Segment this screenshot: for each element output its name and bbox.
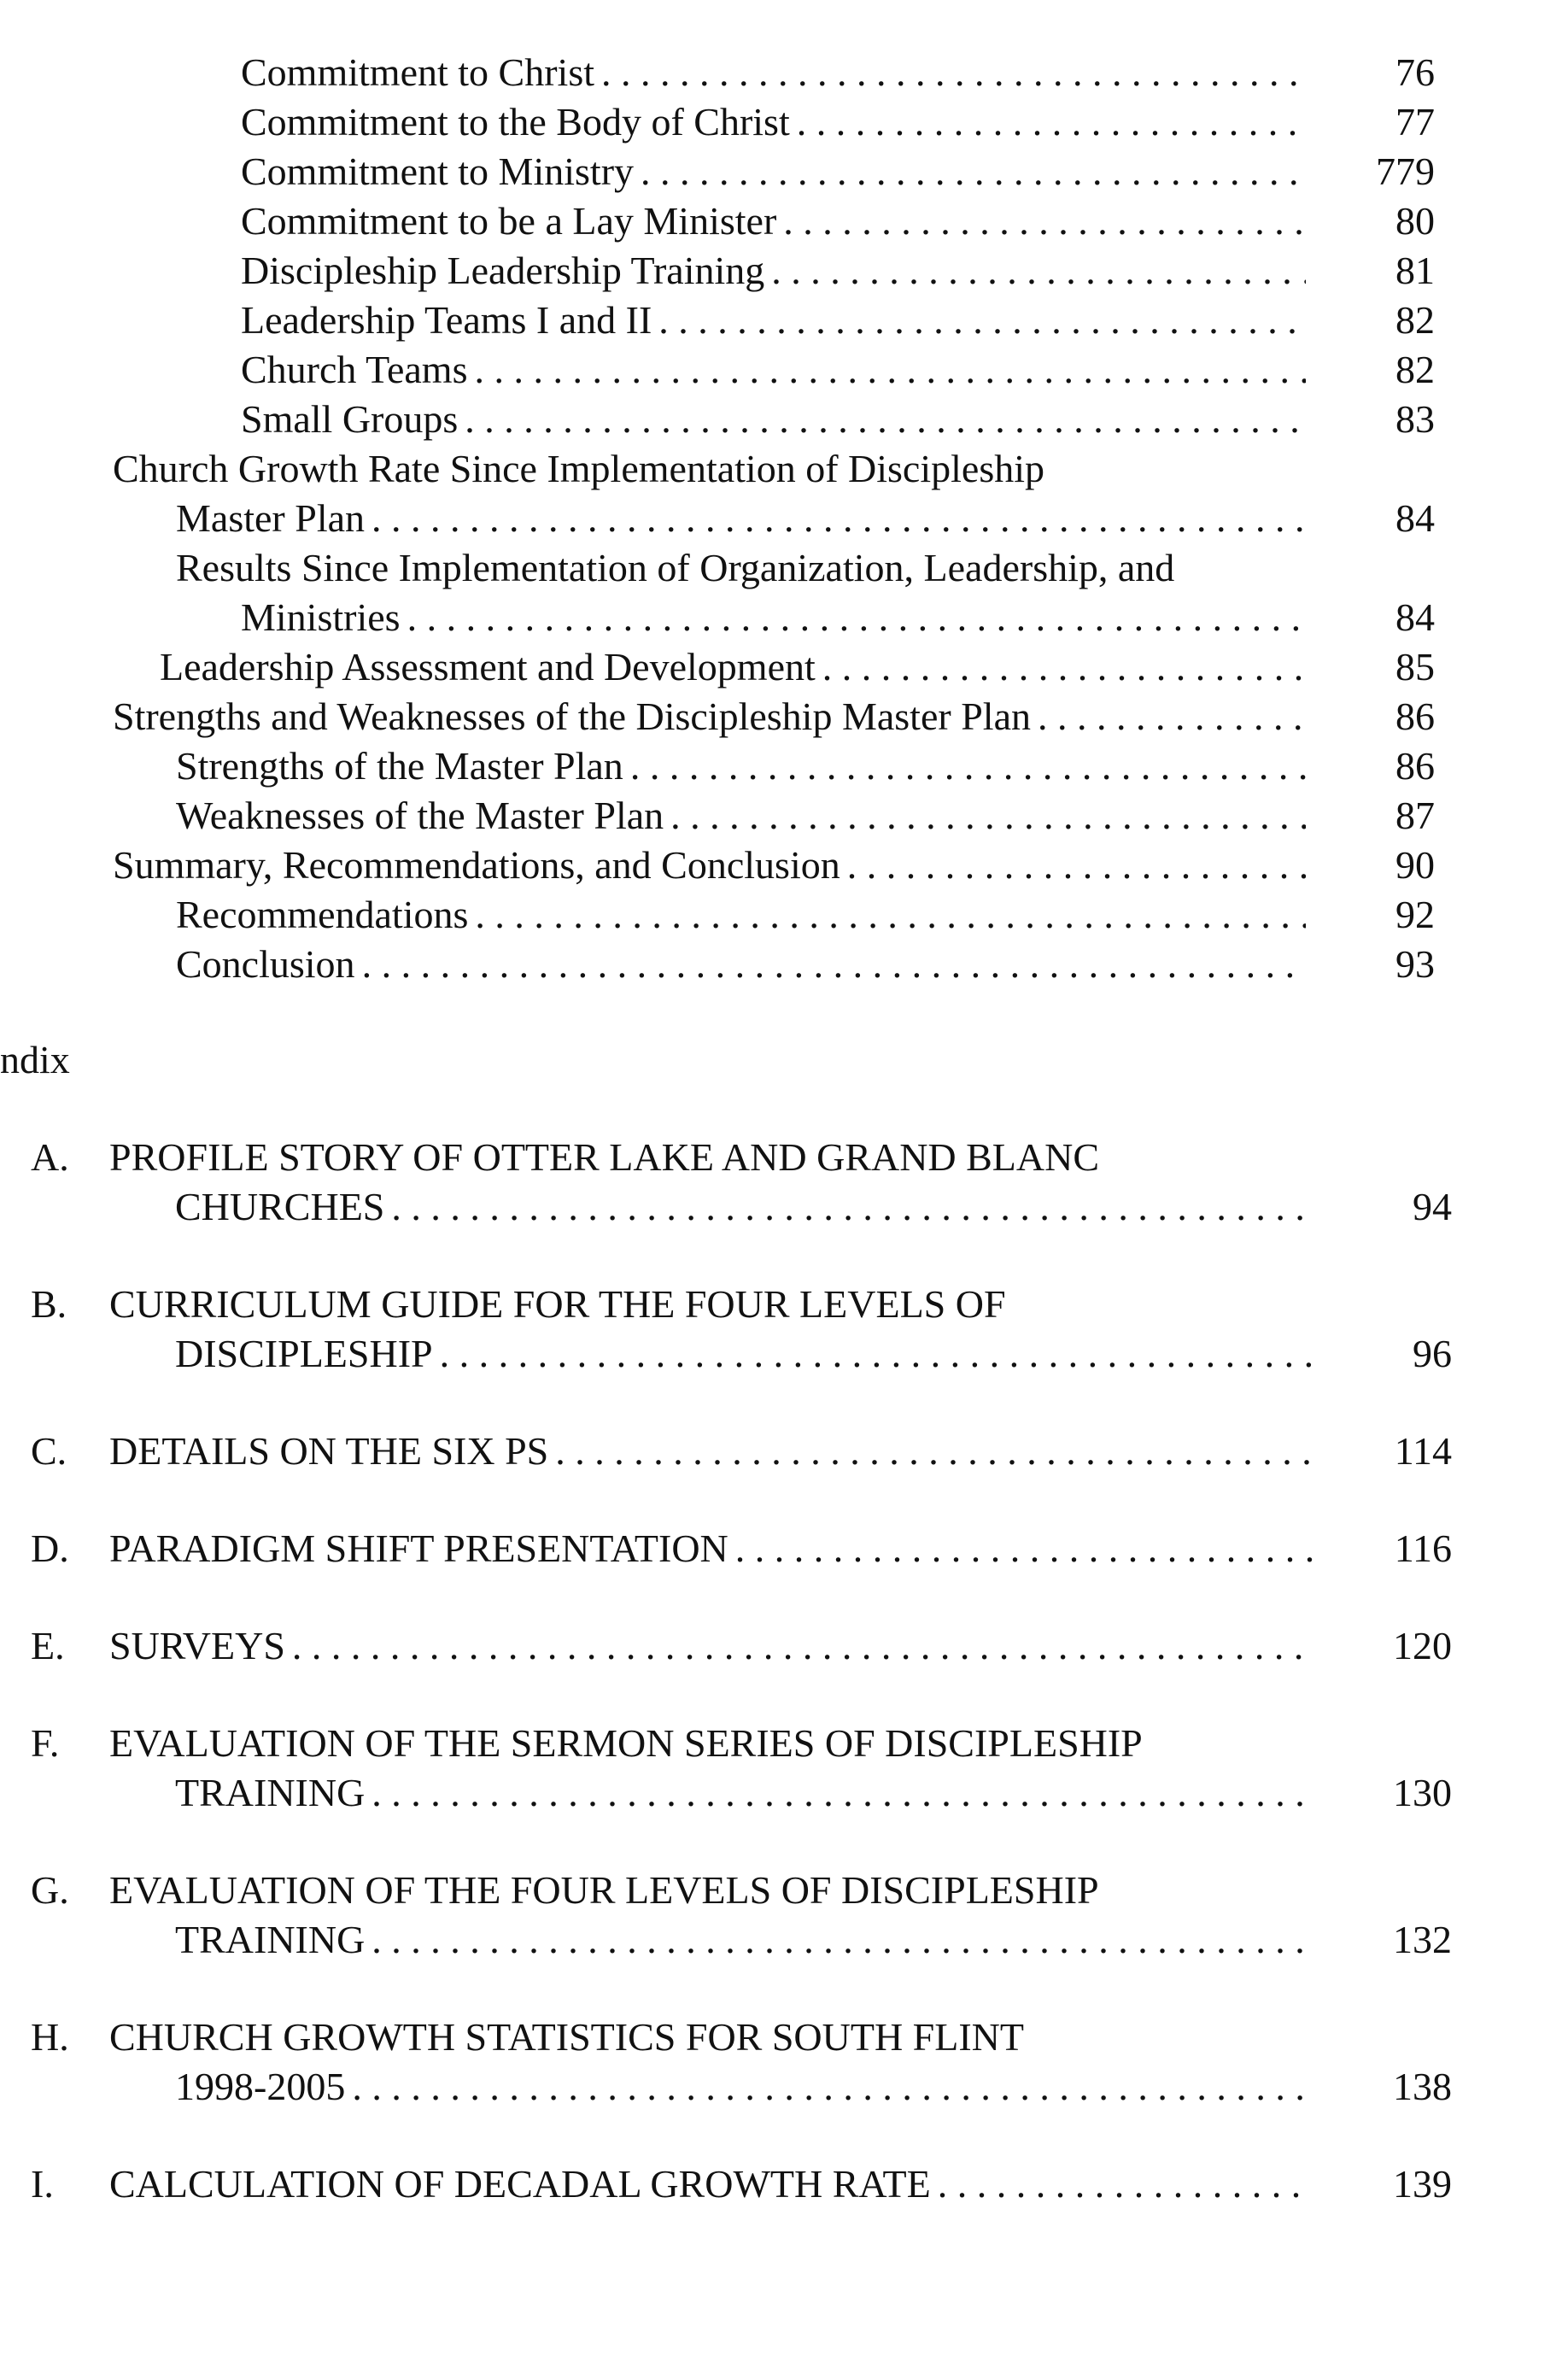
appendix-letter: H. — [31, 2015, 69, 2059]
toc-page: 81 — [1395, 249, 1435, 292]
leader-dots — [407, 593, 1306, 642]
leader-dots — [847, 841, 1306, 890]
toc-page: 86 — [1395, 744, 1435, 788]
leader-dots — [797, 97, 1306, 147]
toc-entry — [241, 593, 1313, 642]
toc-title: Summary, Recommendations, and Conclusion — [113, 843, 840, 887]
appendix-title: PARADIGM SHIFT PRESENTATION — [109, 1526, 728, 1570]
appendix-title: TRAINING — [175, 1771, 366, 1814]
toc-entry — [241, 97, 1313, 147]
toc-entry — [176, 890, 1313, 940]
toc-page: 76 — [1395, 50, 1435, 94]
toc-title: Small Groups — [241, 397, 459, 441]
toc-page: 87 — [1395, 794, 1435, 837]
leader-dots — [475, 345, 1307, 395]
toc-title: Master Plan — [176, 496, 366, 540]
appendix-title: DISCIPLESHIP — [175, 1332, 433, 1375]
toc-title: Leadership Teams I and II — [241, 298, 652, 342]
toc-title: Results Since Implementation of Organization, Leadership, and — [176, 546, 1175, 589]
leader-dots — [641, 147, 1306, 196]
appendix-entry — [175, 1182, 1319, 1232]
toc-title: Commitment to Ministry — [241, 149, 635, 193]
appendix-entry — [175, 2062, 1319, 2112]
toc-entry — [241, 395, 1313, 444]
appendix-page: 130 — [1393, 1771, 1452, 1814]
appendix-page: 116 — [1394, 1526, 1452, 1570]
leader-dots — [440, 1329, 1313, 1379]
toc-page: 85 — [1395, 645, 1435, 688]
leader-dots — [938, 2159, 1313, 2209]
leader-dots — [352, 2062, 1313, 2112]
toc-page: 86 — [1395, 694, 1435, 738]
toc-page: 80 — [1395, 199, 1435, 243]
leader-dots — [555, 1427, 1313, 1476]
leader-dots — [783, 196, 1306, 246]
toc-page: 90 — [1395, 843, 1435, 887]
toc-title: Leadership Assessment and Development — [160, 645, 816, 688]
appendix-title: CHURCH GROWTH STATISTICS FOR SOUTH FLINT — [109, 2015, 1025, 2059]
leader-dots — [372, 1915, 1313, 1965]
appendix-entry — [109, 2159, 1319, 2209]
appendix-page: 96 — [1413, 1332, 1452, 1375]
leader-dots — [362, 940, 1306, 989]
appendix-entry — [175, 1915, 1319, 1965]
toc-entry — [113, 692, 1313, 741]
toc-entry — [176, 791, 1313, 841]
toc-page: 83 — [1395, 397, 1435, 441]
appendix-entry — [109, 1427, 1319, 1476]
appendix-letter: E. — [31, 1624, 65, 1667]
appendix-heading: ndix — [0, 1038, 70, 1081]
toc-title: Commitment to be a Lay Minister — [241, 199, 777, 243]
appendix-letter: B. — [31, 1282, 67, 1326]
appendix-title: TRAINING — [175, 1918, 366, 1961]
appendix-title: 1998-2005 — [175, 2065, 346, 2108]
appendix-letter: F. — [31, 1721, 60, 1765]
toc-page: 82 — [1395, 298, 1435, 342]
appendix-title: CALCULATION OF DECADAL GROWTH RATE — [109, 2162, 931, 2206]
appendix-letter: G. — [31, 1868, 69, 1912]
toc-title: Church Growth Rate Since Implementation of Discipleship — [113, 447, 1044, 490]
toc-entry — [241, 296, 1313, 345]
toc-entry — [241, 48, 1313, 97]
leader-dots — [771, 246, 1306, 296]
appendix-entry — [175, 1329, 1319, 1379]
appendix-letter: A. — [31, 1135, 69, 1179]
leader-dots — [670, 791, 1306, 841]
appendix-entry — [109, 1621, 1319, 1671]
appendix-title: CHURCHES — [175, 1185, 385, 1228]
leader-dots — [630, 741, 1306, 791]
leader-dots — [292, 1621, 1313, 1671]
leader-dots — [372, 494, 1306, 543]
leader-dots — [822, 642, 1306, 692]
appendix-page: 114 — [1394, 1429, 1452, 1473]
toc-entry — [113, 841, 1313, 890]
appendix-letter: I. — [31, 2162, 54, 2206]
appendix-page: 94 — [1413, 1185, 1452, 1228]
appendix-letter: D. — [31, 1526, 69, 1570]
appendix-entry — [109, 1524, 1319, 1573]
toc-title: Ministries — [241, 595, 401, 639]
toc-title: Recommendations — [176, 893, 469, 936]
leader-dots — [658, 296, 1306, 345]
appendix-title: PROFILE STORY OF OTTER LAKE AND GRAND BLANC — [109, 1135, 1100, 1179]
toc-entry — [160, 642, 1313, 692]
appendix-letter: C. — [31, 1429, 67, 1473]
toc-entry — [176, 494, 1313, 543]
toc-entry — [176, 940, 1313, 989]
toc-entry — [241, 196, 1313, 246]
toc-page: 84 — [1395, 496, 1435, 540]
toc-title: Weaknesses of the Master Plan — [176, 794, 664, 837]
leader-dots — [1038, 692, 1306, 741]
toc-title: Commitment to the Body of Christ — [241, 100, 790, 144]
toc-page: 779 — [1376, 149, 1435, 193]
appendix-title: EVALUATION OF THE SERMON SERIES OF DISCIPLESHIP — [109, 1721, 1143, 1765]
leader-dots — [391, 1182, 1313, 1232]
toc-title: Conclusion — [176, 942, 355, 986]
appendix-title: SURVEYS — [109, 1624, 285, 1667]
toc-title: Strengths and Weaknesses of the Discipleship Master Plan — [113, 694, 1031, 738]
appendix-page: 139 — [1393, 2162, 1452, 2206]
toc-entry — [241, 147, 1313, 196]
toc-page: 82 — [1395, 348, 1435, 391]
toc-page: 77 — [1395, 100, 1435, 144]
appendix-title: CURRICULUM GUIDE FOR THE FOUR LEVELS OF — [109, 1282, 1006, 1326]
toc-title: Discipleship Leadership Training — [241, 249, 765, 292]
leader-dots — [601, 48, 1306, 97]
toc-title: Strengths of the Master Plan — [176, 744, 623, 788]
toc-page: 92 — [1395, 893, 1435, 936]
leader-dots — [372, 1768, 1313, 1818]
toc-entry — [241, 345, 1313, 395]
toc-title: Commitment to Christ — [241, 50, 595, 94]
appendix-entry — [175, 1768, 1319, 1818]
toc-title: Church Teams — [241, 348, 468, 391]
appendix-page: 138 — [1393, 2065, 1452, 2108]
appendix-page: 120 — [1393, 1624, 1452, 1667]
leader-dots — [465, 395, 1306, 444]
toc-entry — [176, 741, 1313, 791]
leader-dots — [735, 1524, 1313, 1573]
appendix-title: DETAILS ON THE SIX PS — [109, 1429, 549, 1473]
leader-dots — [475, 890, 1306, 940]
toc-page: 84 — [1395, 595, 1435, 639]
appendix-page: 132 — [1393, 1918, 1452, 1961]
appendix-title: EVALUATION OF THE FOUR LEVELS OF DISCIPLESHIP — [109, 1868, 1099, 1912]
toc-page: 93 — [1395, 942, 1435, 986]
toc-entry — [241, 246, 1313, 296]
